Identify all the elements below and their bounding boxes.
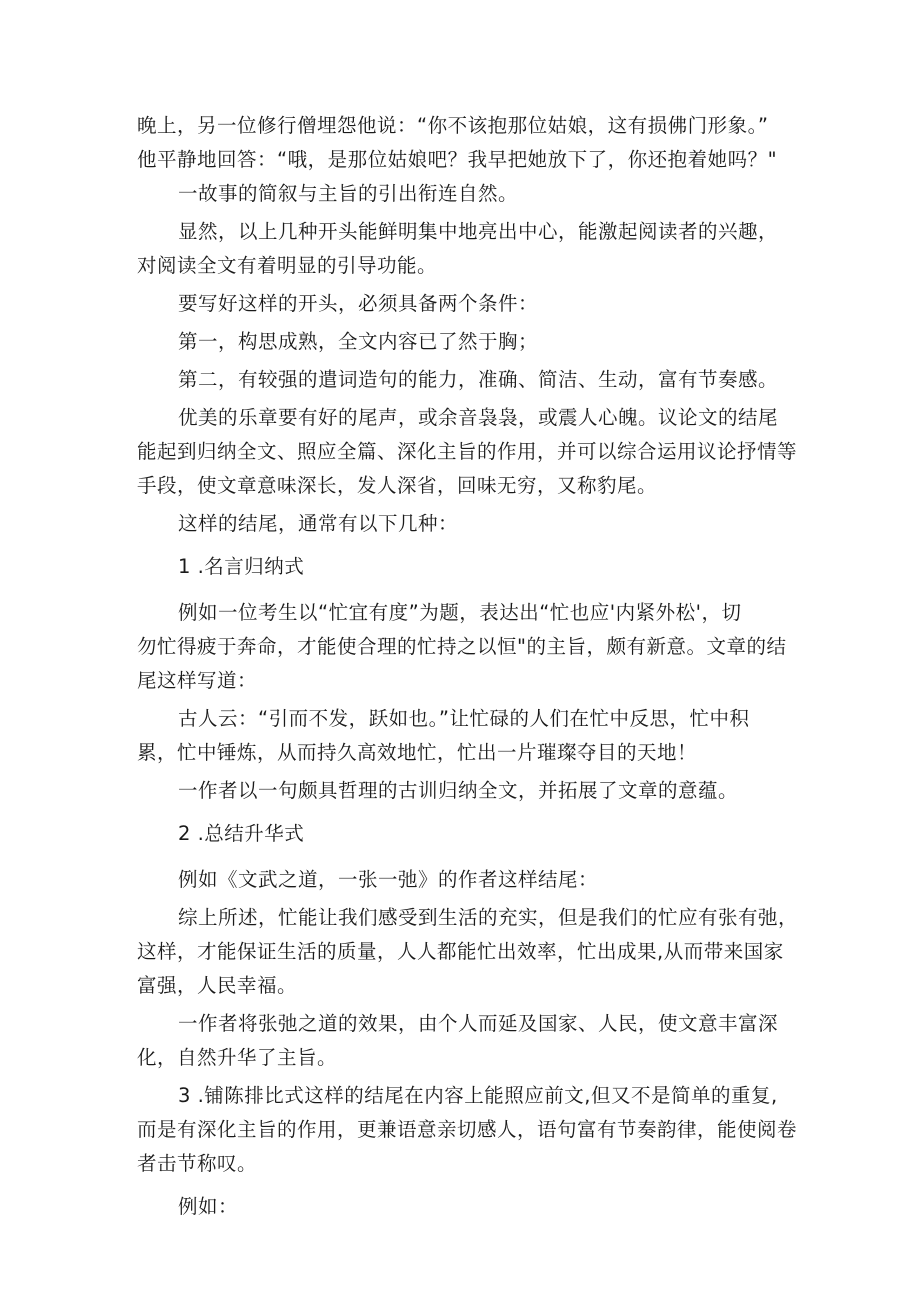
text-line: 第二，有较强的遣词造句的能力，准确、简洁、生动，富有节奏感。 — [178, 368, 779, 391]
text-line: 累，忙中锤炼，从而持久高效地忙，忙出一片璀璨夺目的天地！ — [137, 741, 698, 764]
text-line: 这样的结尾，通常有以下几种： — [178, 512, 459, 535]
text-line: 化，自然升华了主旨。 — [137, 1046, 338, 1069]
paragraph-ending-types — [137, 507, 793, 541]
heading-conclusion-elevation — [137, 817, 793, 851]
text-line: 这样，才能保证生活的质量，人人都能忙出效率，忙出成果,从而带来国家 — [137, 940, 784, 963]
text-line: 第一，构思成熟，全文内容已了然于胸； — [178, 330, 539, 353]
text-line: 例如： — [178, 1195, 239, 1218]
text-line: 富强，人民幸福。 — [137, 974, 298, 997]
paragraph-example-one — [137, 596, 793, 698]
text-line: 优美的乐章要有好的尾声，或余音袅袅，或震人心魄。议论文的结尾 — [178, 406, 779, 429]
text-line: 对阅读全文有着明显的引导功能。 — [137, 254, 438, 277]
text-line: 例如一位考生以“忙宜有度”为题，表达出“忙也应'内紧外松'，切 — [178, 601, 742, 624]
text-line: 能起到归纳全文、照应全篇、深化主旨的作用，并可以综合运用议论抒情等 — [137, 440, 798, 463]
paragraph-dialogue — [137, 109, 793, 177]
text-line: 古人云：“引而不发，跃如也。”让忙碌的人们在忙中反思，忙中积 — [178, 707, 750, 730]
paragraph-example-three — [137, 1190, 793, 1224]
section-heading: 1 .名言归纳式 — [178, 555, 305, 578]
paragraph-summary — [137, 215, 793, 283]
text-line: 他平静地回答：“哦，是那位姑娘吧？我早把她放下了，你还抱着她吗？" — [137, 148, 778, 171]
paragraph-condition-one — [137, 325, 793, 359]
text-line: 3 .铺陈排比式这样的结尾在内容上能照应前文,但又不是简单的重复, — [178, 1084, 778, 1107]
text-line: 尾这样写道： — [137, 669, 258, 692]
paragraph-condition-two — [137, 363, 793, 397]
text-line: 晚上，另一位修行僧埋怨他说：“你不该抱那位姑娘，这有损佛门形象。” — [137, 114, 769, 137]
text-line: 者击节称叹。 — [137, 1152, 258, 1175]
paragraph-quote-one — [137, 702, 793, 770]
paragraph-ending-intro — [137, 401, 798, 503]
text-line: 一作者将张弛之道的效果，由个人而延及国家、人民，使文意丰富深 — [178, 1012, 779, 1035]
paragraph-comment-two — [137, 1007, 793, 1075]
text-line: 而是有深化主旨的作用，更兼语意亲切感人，语句富有节奏韵律，能使阅卷 — [137, 1118, 798, 1141]
text-line: 综上所述，忙能让我们感受到生活的充实，但是我们的忙应有张有弛， — [178, 906, 799, 929]
paragraph-comment — [137, 177, 793, 211]
text-line: 例如《文武之道，一张一弛》的作者这样结尾： — [178, 868, 599, 891]
paragraph-conditions — [137, 287, 793, 321]
paragraph-comment-one — [137, 774, 793, 808]
text-line: 一作者以一句颇具哲理的古训归纳全文，并拓展了文章的意蕴。 — [178, 779, 739, 802]
text-line: 要写好这样的开头，必须具备两个条件： — [178, 292, 539, 315]
heading-quote-summary — [137, 550, 793, 584]
document-body — [137, 109, 799, 1224]
text-line: 一故事的简叙与主旨的引出衔连自然。 — [178, 182, 519, 205]
paragraph-parallelism — [137, 1079, 798, 1181]
text-line: 勿忙得疲于奔命，才能使合理的忙持之以恒"的主旨，颇有新意。文章的结 — [137, 635, 787, 658]
text-line: 显然，以上几种开头能鲜明集中地亮出中心，能激起阅读者的兴趣， — [178, 220, 779, 243]
paragraph-example-two — [137, 863, 793, 897]
paragraph-quote-two — [137, 901, 799, 1003]
section-heading: 2 .总结升华式 — [178, 822, 305, 845]
text-line: 手段，使文章意味深长，发人深省，回味无穷，又称豹尾。 — [137, 474, 658, 497]
